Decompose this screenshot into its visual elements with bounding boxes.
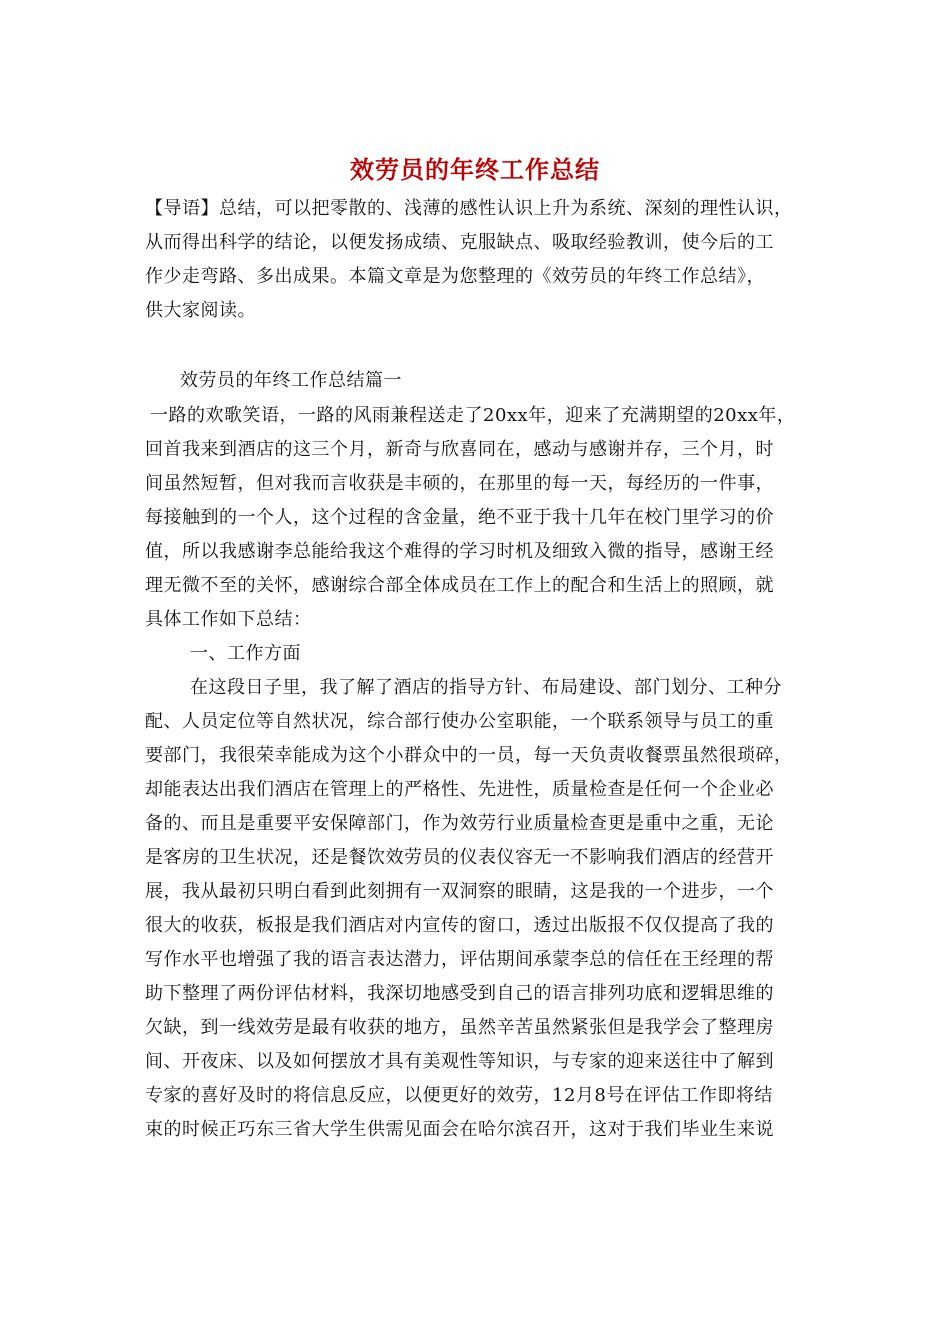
body-line-8: 在这段日子里，我了解了酒店的指导方针、布局建设、部门划分、工种分	[190, 677, 782, 698]
intro-line-1: 【导语】总结，可以把零散的、浅薄的感性认识上升为系统、深刻的理性认识，	[145, 198, 793, 219]
body-line-2: 回首我来到酒店的这三个月，新奇与欣喜同在，感动与感谢并存，三个月，时	[145, 439, 774, 460]
body-line-13: 是客房的卫生状况，还是餐饮效劳员的仪表仪容无一不影响我们酒店的经营开	[145, 847, 774, 868]
body-line-17: 助下整理了两份评估材料，我深切地感受到自己的语言排列功底和逻辑思维的	[145, 983, 774, 1004]
body-line-4: 每接触到的一个人，这个过程的含金量，绝不亚于我十几年在校门里学习的价	[145, 507, 774, 528]
body-line-15: 很大的收获，板报是我们酒店对内宣传的窗口，透过出版报不仅仅提高了我的	[145, 915, 774, 936]
body-line-7: 具体工作如下总结：	[145, 609, 312, 630]
body-line-16: 写作水平也增强了我的语言表达潜力，评估期间承蒙李总的信任在王经理的帮	[145, 949, 774, 970]
body-line-20: 专家的喜好及时的将信息反应，以便更好的效劳，12月8号在评估工作即将结	[145, 1085, 773, 1106]
intro-line-4: 供大家阅读。	[145, 300, 256, 321]
body-line-3: 间虽然短暂，但对我而言收获是丰硕的，在那里的每一天，每经历的一件事，	[145, 473, 774, 494]
document-title: 效劳员的年终工作总结	[350, 155, 600, 184]
body-line-9: 配、人员定位等自然状况，综合部行使办公室职能，一个联系领导与员工的重	[145, 711, 774, 732]
subheading-work: 一、工作方面	[190, 643, 301, 664]
intro-line-3: 作少走弯路、多出成果。本篇文章是为您整理的《效劳员的年终工作总结》，	[145, 266, 765, 287]
body-line-10: 要部门，我很荣幸能成为这个小群众中的一员，每一天负责收餐票虽然很琐碎，	[145, 745, 793, 766]
body-line-19: 间、开夜床、以及如何摆放才具有美观性等知识，与专家的迎来送往中了解到	[145, 1051, 774, 1072]
body-line-5: 值，所以我感谢李总能给我这个难得的学习时机及细致入微的指导，感谢王经	[145, 541, 774, 562]
intro-line-2: 从而得出科学的结论，以便发扬成绩、克服缺点、吸取经验教训，使今后的工	[145, 232, 774, 253]
body-line-6: 理无微不至的关怀，感谢综合部全体成员在工作上的配合和生活上的照顾，就	[145, 575, 774, 596]
body-line-18: 欠缺，到一线效劳是最有收获的地方，虽然辛苦虽然紧张但是我学会了整理房	[145, 1017, 774, 1038]
body-line-1: 一路的欢歌笑语，一路的风雨兼程送走了20xx年，迎来了充满期望的20xx年，	[150, 405, 796, 426]
body-line-21: 束的时候正巧东三省大学生供需见面会在哈尔滨召开，这对于我们毕业生来说	[145, 1119, 774, 1140]
body-line-12: 备的、而且是重要平安保障部门，作为效劳行业质量检查更是重中之重，无论	[145, 813, 774, 834]
body-line-11: 却能表达出我们酒店在管理上的严格性、先进性，质量检查是任何一个企业必	[145, 779, 774, 800]
section-heading: 效劳员的年终工作总结篇一	[180, 370, 402, 391]
body-line-14: 展，我从最初只明白看到此刻拥有一双洞察的眼睛，这是我的一个进步，一个	[145, 881, 774, 902]
